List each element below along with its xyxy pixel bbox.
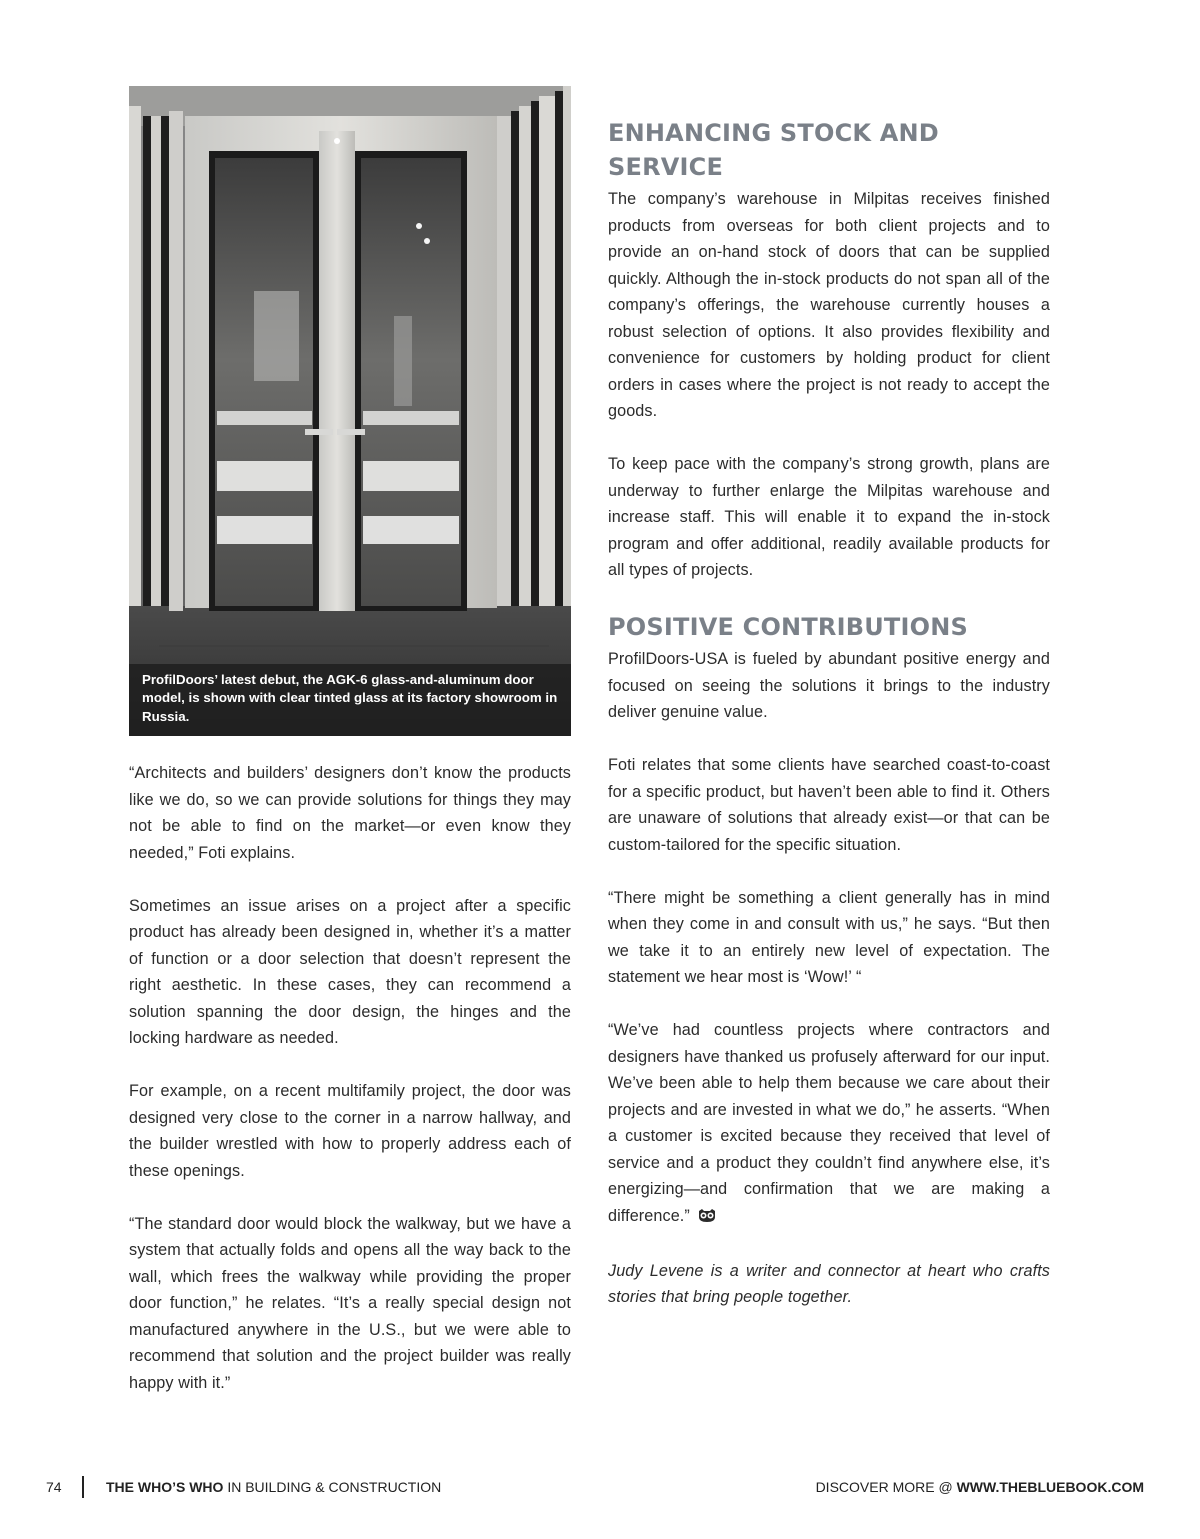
footer-divider	[82, 1476, 84, 1498]
discover-more	[816, 1479, 1144, 1495]
stock-paragraph-1: The company’s warehouse in Milpitas receives finished products from overseas for both client projects and to provide an on-hand stock of doors that can be supplied quickly. Although the in-stock products do not span all of the company’s offerings, the warehouse currently houses a robust selection of options. It also provides flexibility and convenience for customers by holding product for client orders in cases where the project is not ready to accept the goods.	[608, 190, 1050, 420]
contrib-paragraph-4-text: “We’ve had countless projects where contractors and designers have thanked us profusely afterward for our input. We’ve been able to help them because we care about their projects and are invested in what we do,” he asserts. “When a customer is excited because they received that level of service and a product they couldn’t find anywhere else, it’s energizing—and confirmation that we are making a difference.”	[608, 1021, 1050, 1225]
publication-name-bold: THE WHO’S WHO	[106, 1479, 224, 1495]
left-paragraph-4: “The standard door would block the walkway, but we have a system that actually folds and opens all the way back to the wall, which frees the walkway while providing the proper door function,” he relates. “It’s a really special design not manufactured anywhere in the U.S., but we were able to recommend that solution and the project builder was really happy with it.”	[129, 1214, 571, 1392]
publication-name	[106, 1479, 441, 1495]
door-photo	[129, 86, 571, 736]
left-paragraph-3: For example, on a recent multifamily project, the door was designed very close to the corner in a narrow hallway, and the builder wrestled with how to properly address each of these openings.	[129, 1082, 571, 1180]
contrib-paragraph-3: “There might be something a client generally has in mind when they come in and consult with us,” he says. “But then we take it to an entirely new level of expectation. The statement we hear most is ‘Wow!’ “	[608, 888, 1050, 986]
heading-enhancing-stock: ENHANCING STOCK AND SERVICE	[608, 119, 939, 181]
left-paragraph-2: Sometimes an issue arises on a project after a specific product has already been designed in, whether it’s a matter of function or a door selection that doesn’t represent the right aesthetic. In these cases, they can recommend a solution spanning the door design, the hinges and the locking hardware as needed.	[129, 896, 571, 1047]
heading-positive-contributions: POSITIVE CONTRIBUTIONS	[608, 613, 968, 641]
page-footer	[0, 1474, 1200, 1502]
door-showroom-image	[129, 86, 571, 736]
left-column	[129, 86, 571, 1423]
author-bio: Judy Levene is a writer and connector at heart who crafts stories that bring people together.	[608, 1261, 1050, 1306]
page-number: 74	[46, 1479, 62, 1495]
photo-caption: ProfilDoors’ latest debut, the AGK-6 glass-and-aluminum door model, is shown with clear tinted glass at its factory showroom in Russia.	[129, 664, 571, 737]
publication-name-rest: IN BUILDING & CONSTRUCTION	[223, 1479, 442, 1495]
right-column	[608, 116, 1050, 1337]
contrib-paragraph-2: Foti relates that some clients have searched coast-to-coast for a specific product, but haven’t been able to find it. Others are unaware of solutions that already exist—or that can be custom-tailored for the specific situation.	[608, 756, 1050, 854]
left-paragraph-1: “Architects and builders’ designers don’t know the products like we do, so we can provide solutions for things they may not be able to find on the market—or even know they needed,” Foti explains.	[129, 764, 571, 862]
discover-prefix: DISCOVER MORE @	[815, 1479, 957, 1495]
stock-paragraph-2: To keep pace with the company’s strong growth, plans are underway to further enlarge the Milpitas warehouse and increase staff. This will enable it to expand the in-stock program and offer additional, readily available products for all types of projects.	[608, 455, 1050, 579]
contrib-paragraph-4	[608, 1017, 1050, 1231]
contrib-paragraph-1: ProfilDoors-USA is fueled by abundant positive energy and focused on seeing the solutions it brings to the industry deliver genuine value.	[608, 650, 1050, 721]
owl-icon	[698, 1205, 716, 1232]
website-link[interactable]: WWW.THEBLUEBOOK.COM	[956, 1479, 1144, 1495]
